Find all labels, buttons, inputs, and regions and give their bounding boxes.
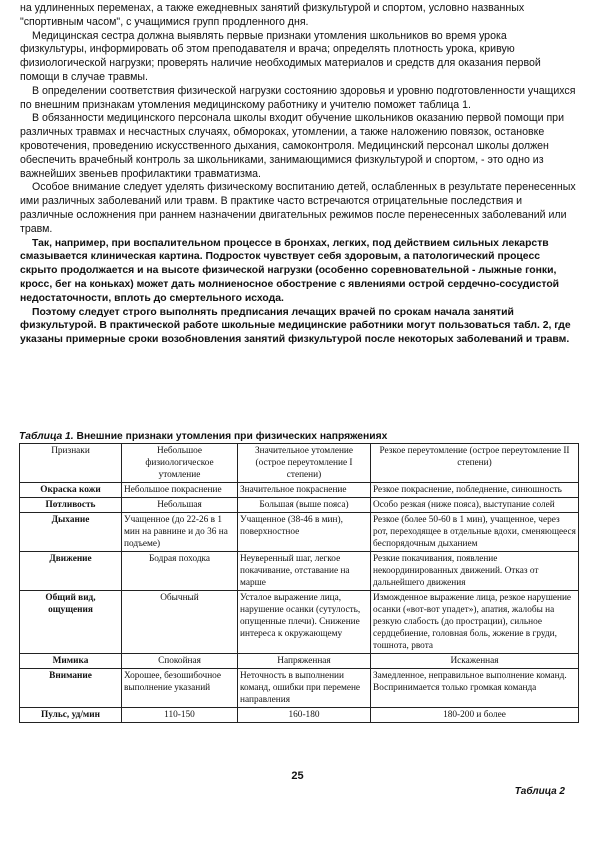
table-row	[20, 654, 579, 669]
table-caption-text: Внешние признаки утомления при физических напряжениях	[76, 431, 388, 442]
header-cell: Значительное утомление (острое переутомление I степени)	[238, 444, 371, 483]
table-cell: Неточность в выполнении команд, ошибки при перемене направления	[238, 669, 371, 708]
table-cell: Обычный	[122, 591, 238, 654]
fatigue-signs-table	[19, 443, 579, 723]
table-cell: Резкое покраснение, побледнение, синюшность	[371, 483, 579, 498]
table-cell: Неуверенный шаг, легкое покачивание, отставание на марше	[238, 552, 371, 591]
paragraph: Так, например, при воспалительном процессе в бронхах, легких, под действием сильных лекарств смазывается клиническая картина. Подросток чувствует себя здоровым, а патологический процесс скрыто продолжается и на высоте физической нагрузки (особенно соревновательной - лыжные гонки, кросс, бег на коньках) может дать молниеносное обострение с явлениями острой сердечно-сосудистой недостаточности, вплоть до смертельного исхода.	[20, 237, 560, 304]
table-cell: Резкие покачивания, появление некоординированных движений. Отказ от дальнейшего движения	[371, 552, 579, 591]
table-caption	[19, 431, 579, 442]
body-text	[20, 2, 576, 347]
table-header-row	[20, 444, 579, 483]
paragraph: Поэтому следует строго выполнять предписания лечащих врачей по срокам начала занятий физкультурой. В практической работе школьные медицинские работники могут пользоваться табл. 2, где указаны примерные сроки возобновления занятий физкультурой после некоторых заболеваний и травм.	[20, 306, 571, 346]
table-row	[20, 513, 579, 552]
paragraph: Медицинская сестра должна выявлять первые признаки утомления школьников во время урока физкультуры, информировать об этом преподавателя и врача; определять плотность урока, кривую физиологической нагрузки; проверять наличие необходимых материалов и средств для оказания первой помощи в случае травмы.	[20, 29, 541, 83]
row-header-cell: Мимика	[20, 654, 122, 669]
table-cell: Резкое (более 50-60 в 1 мин), учащенное, через рот, переходящее в отдельные вдохи, сменяющееся беспорядочным дыханием	[371, 513, 579, 552]
table-cell: 180-200 и более	[371, 708, 579, 723]
table-cell: Учащенное (до 22-26 в 1 мин на равнине и до 36 на подъеме)	[122, 513, 238, 552]
row-header-cell: Дыхание	[20, 513, 122, 552]
table-cell: Спокойная	[122, 654, 238, 669]
table-cell: 110-150	[122, 708, 238, 723]
table-cell: Небольшая	[122, 498, 238, 513]
paragraph: В обязанности медицинского персонала школы входит обучение школьников оказанию первой помощи при различных травмах и несчастных случаях, обмороках, утомлении, а также наложению повязок, остановке кровотечения, проведению искусственного дыхания, самоконтроля. Медицинский персонал школы должен обеспечить врачебный контроль за школьниками, занимающимися физкультурой и спортом, - это одно из важнейших звеньев профилактики травматизма.	[20, 112, 564, 180]
row-header-cell: Движение	[20, 552, 122, 591]
table-cell: Искаженная	[371, 654, 579, 669]
header-cell: Признаки	[20, 444, 122, 483]
header-cell: Резкое переутомление (острое переутомление II степени)	[371, 444, 579, 483]
row-header-cell: Пульс, уд/мин	[20, 708, 122, 723]
page-number: 25	[291, 770, 304, 782]
table-cell: Изможденное выражение лица, резкое нарушение осанки («вот-вот упадет»), апатия, жалобы на резкую слабость (до прострации), сильное сердцебиение, головная боль, жжение в груди, тошнота, рвота	[371, 591, 579, 654]
table-cell: Бодрая походка	[122, 552, 238, 591]
table-caption-number: Таблица 1.	[19, 431, 74, 442]
row-header-cell: Внимание	[20, 669, 122, 708]
table-cell: Небольшое покраснение	[122, 483, 238, 498]
next-table-label: Таблица 2	[514, 786, 565, 797]
table-cell: Особо резкая (ниже пояса), выступание солей	[371, 498, 579, 513]
table-cell: Хорошее, безошибочное выполнение указаний	[122, 669, 238, 708]
row-header-cell: Потливость	[20, 498, 122, 513]
table-row	[20, 591, 579, 654]
row-header-cell: Общий вид, ощущения	[20, 591, 122, 654]
header-cell: Небольшое физиологическое утомление	[122, 444, 238, 483]
table-cell: Напряженная	[238, 654, 371, 669]
paragraph: на удлиненных переменах, а также ежедневных занятий физкультурой и спортом, условно названных "спортивным часом", с учащимися групп продленного дня.	[20, 2, 525, 28]
paragraph: В определении соответствия физической нагрузки состоянию здоровья и уровню подготовленности учащихся по внешним признакам утомления медицинскому работнику и учителю поможет таблица 1.	[20, 84, 576, 111]
table-row	[20, 708, 579, 723]
table-cell: Замедленное, неправильное выполнение команд. Воспринимается только громкая команда	[371, 669, 579, 708]
table-cell: Значительное покраснение	[238, 483, 371, 498]
table-row	[20, 669, 579, 708]
table-cell: 160-180	[238, 708, 371, 723]
table-cell: Большая (выше пояса)	[238, 498, 371, 513]
table-cell: Усталое выражение лица, нарушение осанки (сутулость, опущенные плечи). Снижение интереса к окружающему	[238, 591, 371, 654]
paragraph: Особое внимание следует уделять физическому воспитанию детей, ослабленных в результате перенесенных ими различных заболеваний или травм. В практике часто встречаются отрицательные последствия и различные осложнения при раннем назначении двигательных режимов после перенесенных заболеваний или травм.	[20, 181, 576, 235]
table-cell: Учащенное (38-46 в мин), поверхностное	[238, 513, 371, 552]
table-row	[20, 552, 579, 591]
row-header-cell: Окраска кожи	[20, 483, 122, 498]
table-row	[20, 483, 579, 498]
table-row	[20, 498, 579, 513]
